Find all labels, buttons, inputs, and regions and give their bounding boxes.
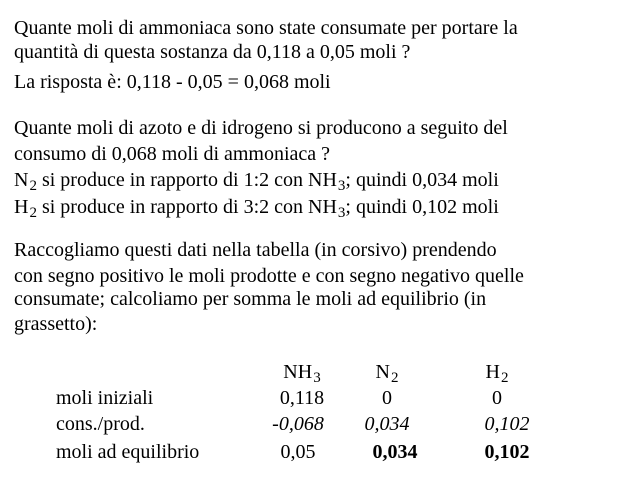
nitrogen-subscript: 2	[29, 178, 37, 194]
row-label-initial: moli iniziali	[56, 387, 154, 409]
cell-initial-h2: 0	[492, 387, 502, 409]
header-nh3: $NH_3$	[283, 361, 321, 386]
cell-equilibrium-h2: 0,102	[484, 441, 530, 463]
nitrogen-text-b: ; quindi 0,034 moli	[345, 169, 499, 191]
nitrogen-nh3-subscript: 3	[337, 178, 346, 194]
cell-equilibrium-nh3: 0,05	[280, 441, 316, 463]
nitrogen-text-a: si produce in rapporto di 1:2 con NH	[36, 169, 337, 191]
hydrogen-line	[14, 195, 499, 221]
cell-change-h2: 0,102	[484, 413, 530, 435]
paragraph3-line2: con segno positivo le moli prodotte e con segno negativo quelle	[14, 265, 524, 287]
nitrogen-line	[14, 168, 499, 194]
paragraph1-line1: Quante moli di ammoniaca sono state consumate per portare la	[14, 17, 518, 39]
cell-initial-nh3: 0,118	[279, 387, 325, 409]
nitrogen-symbol: N	[14, 169, 29, 191]
hydrogen-nh3-subscript: 3	[337, 205, 346, 221]
hydrogen-text-b: ; quindi 0,102 moli	[345, 196, 499, 218]
row-label-equilibrium: moli ad equilibrio	[56, 441, 200, 463]
paragraph2-line1: Quante moli di azoto e di idrogeno si producono a seguito del	[14, 117, 508, 139]
cell-change-nh3: -0,068	[272, 413, 324, 435]
header-h2: $H_2$	[485, 361, 509, 386]
hydrogen-text-a: si produce in rapporto di 3:2 con NH	[36, 196, 337, 218]
paragraph3-line3: consumate; calcoliamo per somma le moli ad equilibrio (in	[14, 288, 487, 310]
hydrogen-symbol: H	[14, 196, 29, 218]
paragraph3-line1: Raccogliamo questi dati nella tabella (in corsivo) prendendo	[14, 239, 497, 261]
paragraph1-answer: La risposta è: 0,118 - 0,05 = 0,068 moli	[14, 71, 331, 93]
row-label-change: cons./prod.	[56, 413, 145, 435]
paragraph1-line2: quantità di questa sostanza da 0,118 a 0,05 moli ?	[14, 41, 411, 63]
paragraph2-line2: consumo di 0,068 moli di ammoniaca ?	[14, 143, 331, 165]
cell-change-n2: 0,034	[364, 413, 410, 435]
header-n2: $N_2$	[375, 361, 399, 386]
paragraph3-line4: grassetto):	[14, 313, 98, 335]
hydrogen-subscript: 2	[29, 205, 37, 221]
cell-equilibrium-n2: 0,034	[372, 441, 418, 463]
cell-initial-n2: 0	[382, 387, 392, 409]
